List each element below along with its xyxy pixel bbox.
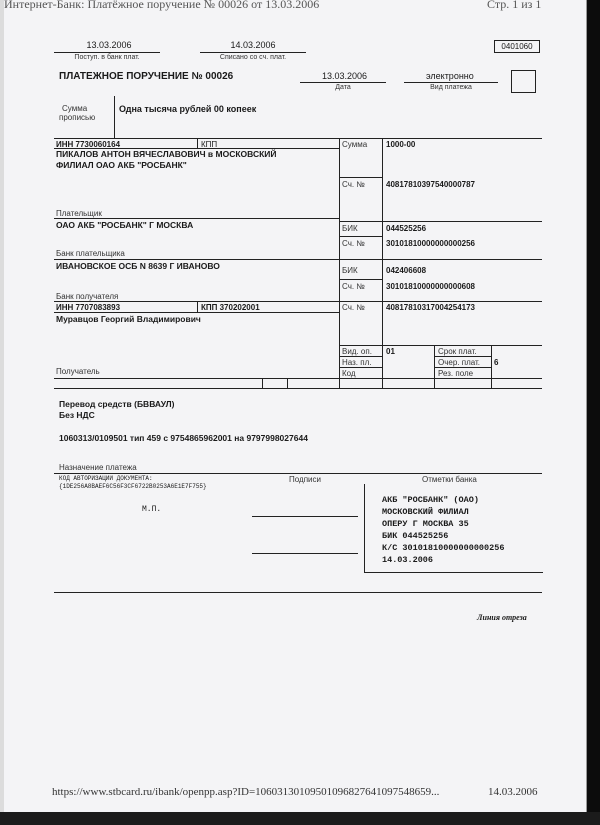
payer-bank-bik-label: БИК bbox=[342, 224, 358, 233]
document-title: ПЛАТЕЖНОЕ ПОРУЧЕНИЕ № 00026 bbox=[59, 71, 234, 82]
payer-sum: 1000-00 bbox=[386, 140, 416, 149]
payee-name: Муравцов Георгий Владимирович bbox=[56, 314, 201, 324]
payment-type-caption: Вид платежа bbox=[430, 84, 472, 91]
date-caption: Дата bbox=[335, 84, 351, 91]
ocher-plat-label: Очер. плат. bbox=[438, 358, 481, 367]
purpose-caption: Назначение платежа bbox=[59, 463, 137, 472]
ocher-plat-value: 6 bbox=[494, 358, 499, 367]
payer-caption: Плательщик bbox=[56, 209, 102, 218]
debited-caption: Списано со сч. плат. bbox=[219, 54, 287, 61]
print-footer-url: https://www.stbcard.ru/ibank/openpp.asp?ID=10603130109501096827641097548659... bbox=[52, 786, 440, 798]
bank-stamp-line: БИК 044525256 bbox=[382, 531, 449, 541]
document-date: 13.03.2006 bbox=[322, 71, 368, 81]
auth-code-label: КОД АВТОРИЗАЦИИ ДОКУМЕНТА: bbox=[59, 475, 153, 482]
payee-inn: ИНН 7707083893 bbox=[56, 303, 121, 312]
sum-words-caption-2: прописью bbox=[59, 113, 96, 122]
payer-kpp: КПП bbox=[201, 140, 218, 149]
bank-stamp-line: МОСКОВСКИЙ ФИЛИАЛ bbox=[382, 507, 469, 517]
naz-pl-label: Наз. пл. bbox=[342, 358, 372, 367]
bank-stamp-line: АКБ "РОСБАНК" (ОАО) bbox=[382, 495, 479, 505]
debited-date: 14.03.2006 bbox=[230, 40, 276, 50]
vid-op-value: 01 bbox=[386, 347, 395, 356]
signatures-label: Подписи bbox=[289, 475, 321, 484]
payer-inn: ИНН 7730060164 bbox=[56, 140, 121, 149]
bank-stamp bbox=[382, 494, 504, 566]
purpose-line3: 1060313/0109501 тип 459 с 9754865962001 на 9797998027644 bbox=[59, 433, 308, 443]
payee-bank-bik: 042406608 bbox=[386, 266, 427, 275]
scan-dark-edge bbox=[587, 0, 600, 825]
srok-plat-label: Срок плат. bbox=[438, 347, 477, 356]
status-box bbox=[511, 70, 536, 93]
payer-account-label: Сч. № bbox=[342, 180, 365, 189]
print-header-title: Интернет-Банк: Платёжное поручение № 00026 от 13.03.2006 bbox=[4, 0, 320, 11]
auth-code: {1DE256A8BAEF6C56F3CF6722B0253A6E1E7F755} bbox=[59, 483, 207, 490]
bank-marks-label: Отметки банка bbox=[422, 475, 477, 484]
received-caption: Поступ. в банк плат. bbox=[74, 54, 140, 61]
payee-caption: Получатель bbox=[56, 367, 100, 376]
payee-bank-caption: Банк получателя bbox=[56, 292, 119, 301]
print-footer-date: 14.03.2006 bbox=[488, 786, 538, 798]
purpose-line1: Перевод средств (БВВАУЛ) bbox=[59, 399, 175, 409]
payee-kpp: КПП 370202001 bbox=[201, 303, 260, 312]
rez-pole-label: Рез. поле bbox=[438, 369, 474, 378]
print-header-page-counter: Стр. 1 из 1 bbox=[487, 0, 542, 11]
bank-stamp-line: К/С 30101810000000000256 bbox=[382, 543, 505, 553]
payer-bank-caption: Банк плательщика bbox=[56, 249, 125, 258]
purpose-line2: Без НДС bbox=[59, 410, 95, 420]
payee-account: 40817810317004254173 bbox=[386, 303, 475, 312]
payer-account: 40817810397540000787 bbox=[386, 180, 475, 189]
payer-name-line2: ФИЛИАЛ ОАО АКБ "РОСБАНК" bbox=[56, 160, 187, 170]
payee-account-label: Сч. № bbox=[342, 303, 365, 312]
payment-type: электронно bbox=[426, 71, 474, 81]
okud-code: 0401060 bbox=[494, 40, 540, 53]
document-page bbox=[4, 0, 587, 813]
payee-bank-bik-label: БИК bbox=[342, 266, 358, 275]
scan-dark-bottom bbox=[0, 812, 600, 825]
received-date: 13.03.2006 bbox=[86, 40, 132, 50]
payee-bank-corr-label: Сч. № bbox=[342, 282, 365, 291]
payee-bank-name: ИВАНОВСКОЕ ОСБ N 8639 Г ИВАНОВО bbox=[56, 261, 220, 271]
payer-bank-bik: 044525256 bbox=[386, 224, 427, 233]
payee-bank-corr-account: 30101810000000000608 bbox=[386, 282, 475, 291]
stamp-place: М.П. bbox=[142, 505, 162, 514]
payer-name-line1: ПИКАЛОВ АНТОН ВЯЧЕСЛАВОВИЧ в МОСКОВСКИЙ bbox=[56, 149, 277, 159]
vid-op-label: Вид. оп. bbox=[342, 347, 372, 356]
sum-words-caption-1: Сумма bbox=[62, 104, 88, 113]
payer-bank-corr-account: 30101810000000000256 bbox=[386, 239, 475, 248]
bank-stamp-line: ОПЕРУ Г МОСКВА 35 bbox=[382, 519, 469, 529]
payer-sum-label: Сумма bbox=[342, 140, 368, 149]
cut-line-label: Линия отреза bbox=[477, 613, 527, 622]
kod-label: Код bbox=[342, 369, 356, 378]
sum-in-words: Одна тысяча рублей 00 копеек bbox=[119, 104, 257, 114]
payer-bank-name: ОАО АКБ "РОСБАНК" Г МОСКВА bbox=[56, 220, 194, 230]
bank-stamp-line: 14.03.2006 bbox=[382, 555, 434, 565]
payer-bank-corr-label: Сч. № bbox=[342, 239, 365, 248]
